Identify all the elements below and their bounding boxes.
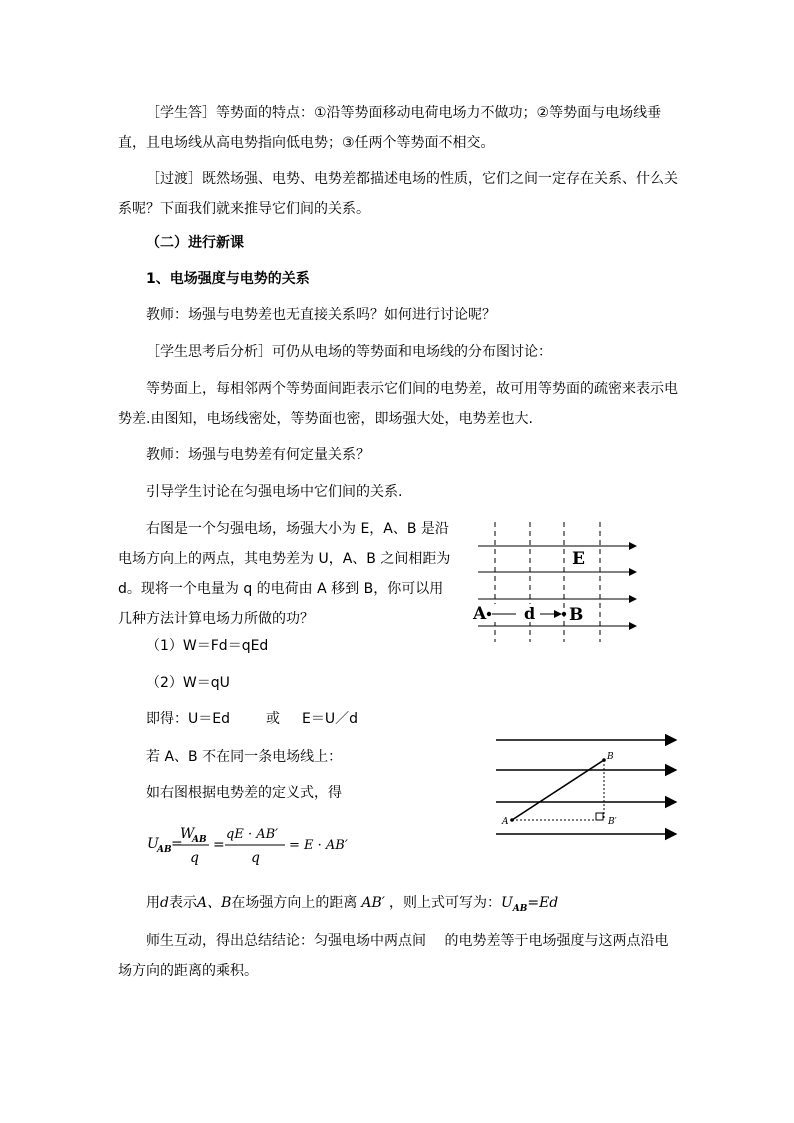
formula-3-part-a: 即得：U＝Ed bbox=[146, 711, 230, 727]
fig2-label-b-prime: B′ bbox=[608, 817, 617, 827]
uniform-field-figure bbox=[470, 520, 640, 645]
inclined-field-figure bbox=[492, 728, 682, 846]
eq-q-2: q bbox=[251, 850, 260, 866]
uniform-field-paragraph: 右图是一个匀强电场，场强大小为 E，A、B 是沿电场方向上的两点，其电势差为 U，A、B 之间相距为 d。现将一个电量为 q 的电荷由 A 移到 B，你可以用几种方法计算电场力所做的功？ bbox=[118, 521, 451, 627]
formula-1: （1）W＝Fd＝qEd bbox=[146, 638, 269, 654]
distance-paragraph: 用d表示A、B在场强方向上的距离 AB′ ，则上式可写为：$U_{AB}=Ed$ bbox=[146, 895, 559, 914]
equipotential-paragraph: 等势面上，每相邻两个等势面间距表示它们间的电势差，故可用等势面的疏密来表示电势差.由图知，电场线密处，等势面也密，即场强大处，电势差也大. bbox=[118, 381, 678, 427]
student-analysis: ［学生思考后分析］可仍从电场的等势面和电场线的分布图讨论： bbox=[146, 344, 552, 360]
point-label-b: B bbox=[569, 605, 584, 625]
eq-w: W bbox=[180, 826, 195, 842]
transition-paragraph: ［过渡］既然场强、电势、电势差都描述电场的性质，它们之间一定存在关系、什么关系呢？下面我们就来推导它们间的关系。 bbox=[118, 171, 678, 217]
formula-2: （2）W＝qU bbox=[146, 675, 230, 691]
fig2-label-b: B bbox=[607, 752, 614, 762]
potential-difference-equation bbox=[147, 818, 387, 868]
formula-3-part-c: E＝U／d bbox=[301, 711, 358, 727]
teacher-question-1: 教师：场强与电势差也无直接关系吗？如何进行讨论呢？ bbox=[146, 307, 496, 323]
section-heading: （二）进行新课 bbox=[146, 235, 244, 251]
formula-3-or: 或 bbox=[265, 711, 280, 727]
eq-equals-1: = bbox=[171, 836, 183, 852]
conclusion-paragraph: 师生互动，得出总结结论：匀强电场中两点间 的电势差等于电场强度与这两点沿电场方向的距离的乘积。 bbox=[118, 933, 669, 979]
definition-paragraph: 如右图根据电势差的定义式，得 bbox=[146, 785, 342, 801]
eq-q-1: q bbox=[190, 850, 199, 866]
field-label-e: E bbox=[572, 549, 585, 569]
distance-label-d: d bbox=[524, 604, 536, 623]
teacher-question-2: 教师：场强与电势差有何定量关系？ bbox=[146, 447, 370, 463]
guide-paragraph: 引导学生讨论在匀强电场中它们间的关系. bbox=[146, 484, 403, 500]
eq-w-sub: AB bbox=[192, 835, 207, 845]
subsection-heading: 1、电场强度与电势的关系 bbox=[146, 271, 310, 287]
eq-result: = E · AB′ bbox=[289, 838, 348, 853]
point-label-a: A bbox=[473, 604, 487, 624]
eq-equals-2: = bbox=[213, 837, 225, 853]
eq-numerator: qE · AB′ bbox=[226, 827, 279, 842]
fig2-label-a: A bbox=[502, 817, 509, 827]
student-answer-paragraph: ［学生答］等势面的特点：①沿等势面移动电荷电场力不做功；②等势面与电场线垂直，且电场线从高电势指向低电势；③任两个等势面不相交。 bbox=[118, 105, 662, 151]
not-same-line-paragraph: 若 A、B 不在同一条电场线上： bbox=[146, 749, 343, 765]
eq-u: U bbox=[147, 836, 159, 852]
eq-u-sub: AB bbox=[157, 845, 172, 855]
